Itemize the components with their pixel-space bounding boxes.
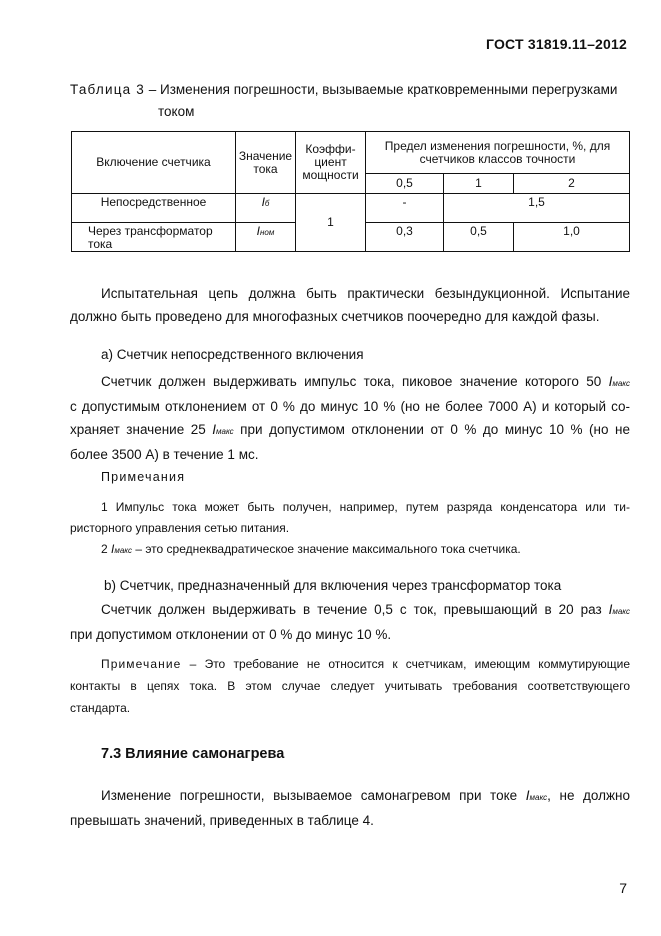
- cell-class-05: -: [366, 194, 444, 223]
- current-symbol: I: [261, 195, 265, 209]
- table-row: [72, 194, 630, 223]
- section-heading: 7.3 Влияние самонагрева: [101, 746, 285, 762]
- header-cell-current: Значение тока: [236, 132, 296, 194]
- table-3: [71, 131, 630, 252]
- cell-class-2: 1,0: [514, 223, 630, 252]
- subsection-a-heading: а) Счетчик непосредственного включения: [101, 347, 364, 362]
- page-number: 7: [619, 880, 627, 896]
- paragraph-transformer: Счетчик должен выдерживать в течение 0,5 с ток, превышающий в 20 раз Iмакс при допустимом отклонении от 0 % до минус 10 %.: [70, 602, 630, 642]
- header-cell-class-2: 2: [514, 174, 630, 194]
- notes-title: Примечания: [101, 470, 186, 484]
- paragraph-test-circuit: Испытательная цепь должна быть практически безындукционной. Испытание должно быть проведено для многофазных счетчиков поочередно для каждой фазы.: [70, 286, 630, 324]
- table-caption-text: – Изменения погрешности, вызываемые кратковременными перегрузками: [145, 82, 618, 97]
- note-3: Примечание – Это требование не относится к счетчикам, имеющим коммутирующие контакты в цепях тока. В этом случае следует учитывать требования соответствующего стандарта.: [70, 657, 630, 715]
- cell-power-factor: 1: [296, 194, 366, 252]
- current-subscript: б: [264, 199, 270, 208]
- cell-class-1-2: 1,5: [444, 194, 630, 223]
- subsection-b-heading: b) Счетчик, предназначенный для включения через трансформатор тока: [104, 578, 562, 593]
- header-cell-power-factor: Коэффи-циент мощности: [296, 132, 366, 194]
- cell-current: [236, 223, 296, 252]
- cell-current: [236, 194, 296, 223]
- note-1: 1 Импульс тока может быть получен, например, путем разряда конденсатора или ти- ристорного управления сетью питания.: [70, 500, 630, 535]
- header-cell-error-limit: Предел изменения погрешности, %, для счетчиков классов точности: [366, 132, 630, 174]
- header-cell-class-1: 1: [444, 174, 514, 194]
- document-header: ГОСТ 31819.11–2012: [486, 36, 627, 52]
- cell-class-05: 0,3: [366, 223, 444, 252]
- table-caption-label: Таблица 3: [70, 82, 145, 97]
- cell-class-1: 0,5: [444, 223, 514, 252]
- header-cell-class-05: 0,5: [366, 174, 444, 194]
- cell-mode: Через трансформатор тока: [72, 223, 236, 252]
- current-subscript: ном: [260, 228, 275, 237]
- table-caption: [70, 79, 630, 123]
- header-cell-mode: Включение счетчика: [72, 132, 236, 194]
- note-2: 2 Iмакс – это среднеквадратическое значение максимального тока счетчика.: [101, 542, 521, 556]
- paragraph-impulse: Счетчик должен выдерживать импульс тока, пиковое значение которого 50 Iмакс с допустимым отклонением от 0 % до минус 10 % (но не более 7000 А) и который со- храняет значение 25 Iмакс при допустимом отклонении от 0 % до минус 10 % (но не более 3500 А) в течение 1 мс.: [70, 374, 630, 462]
- paragraph-self-heating: Изменение погрешности, вызываемое самонагревом при токе Iмакс, не должно превышать значений, приведенных в таблице 4.: [70, 788, 630, 828]
- cell-mode: Непосредственное: [72, 194, 236, 223]
- current-symbol: I: [256, 224, 260, 238]
- table-caption-line2: током: [158, 104, 195, 119]
